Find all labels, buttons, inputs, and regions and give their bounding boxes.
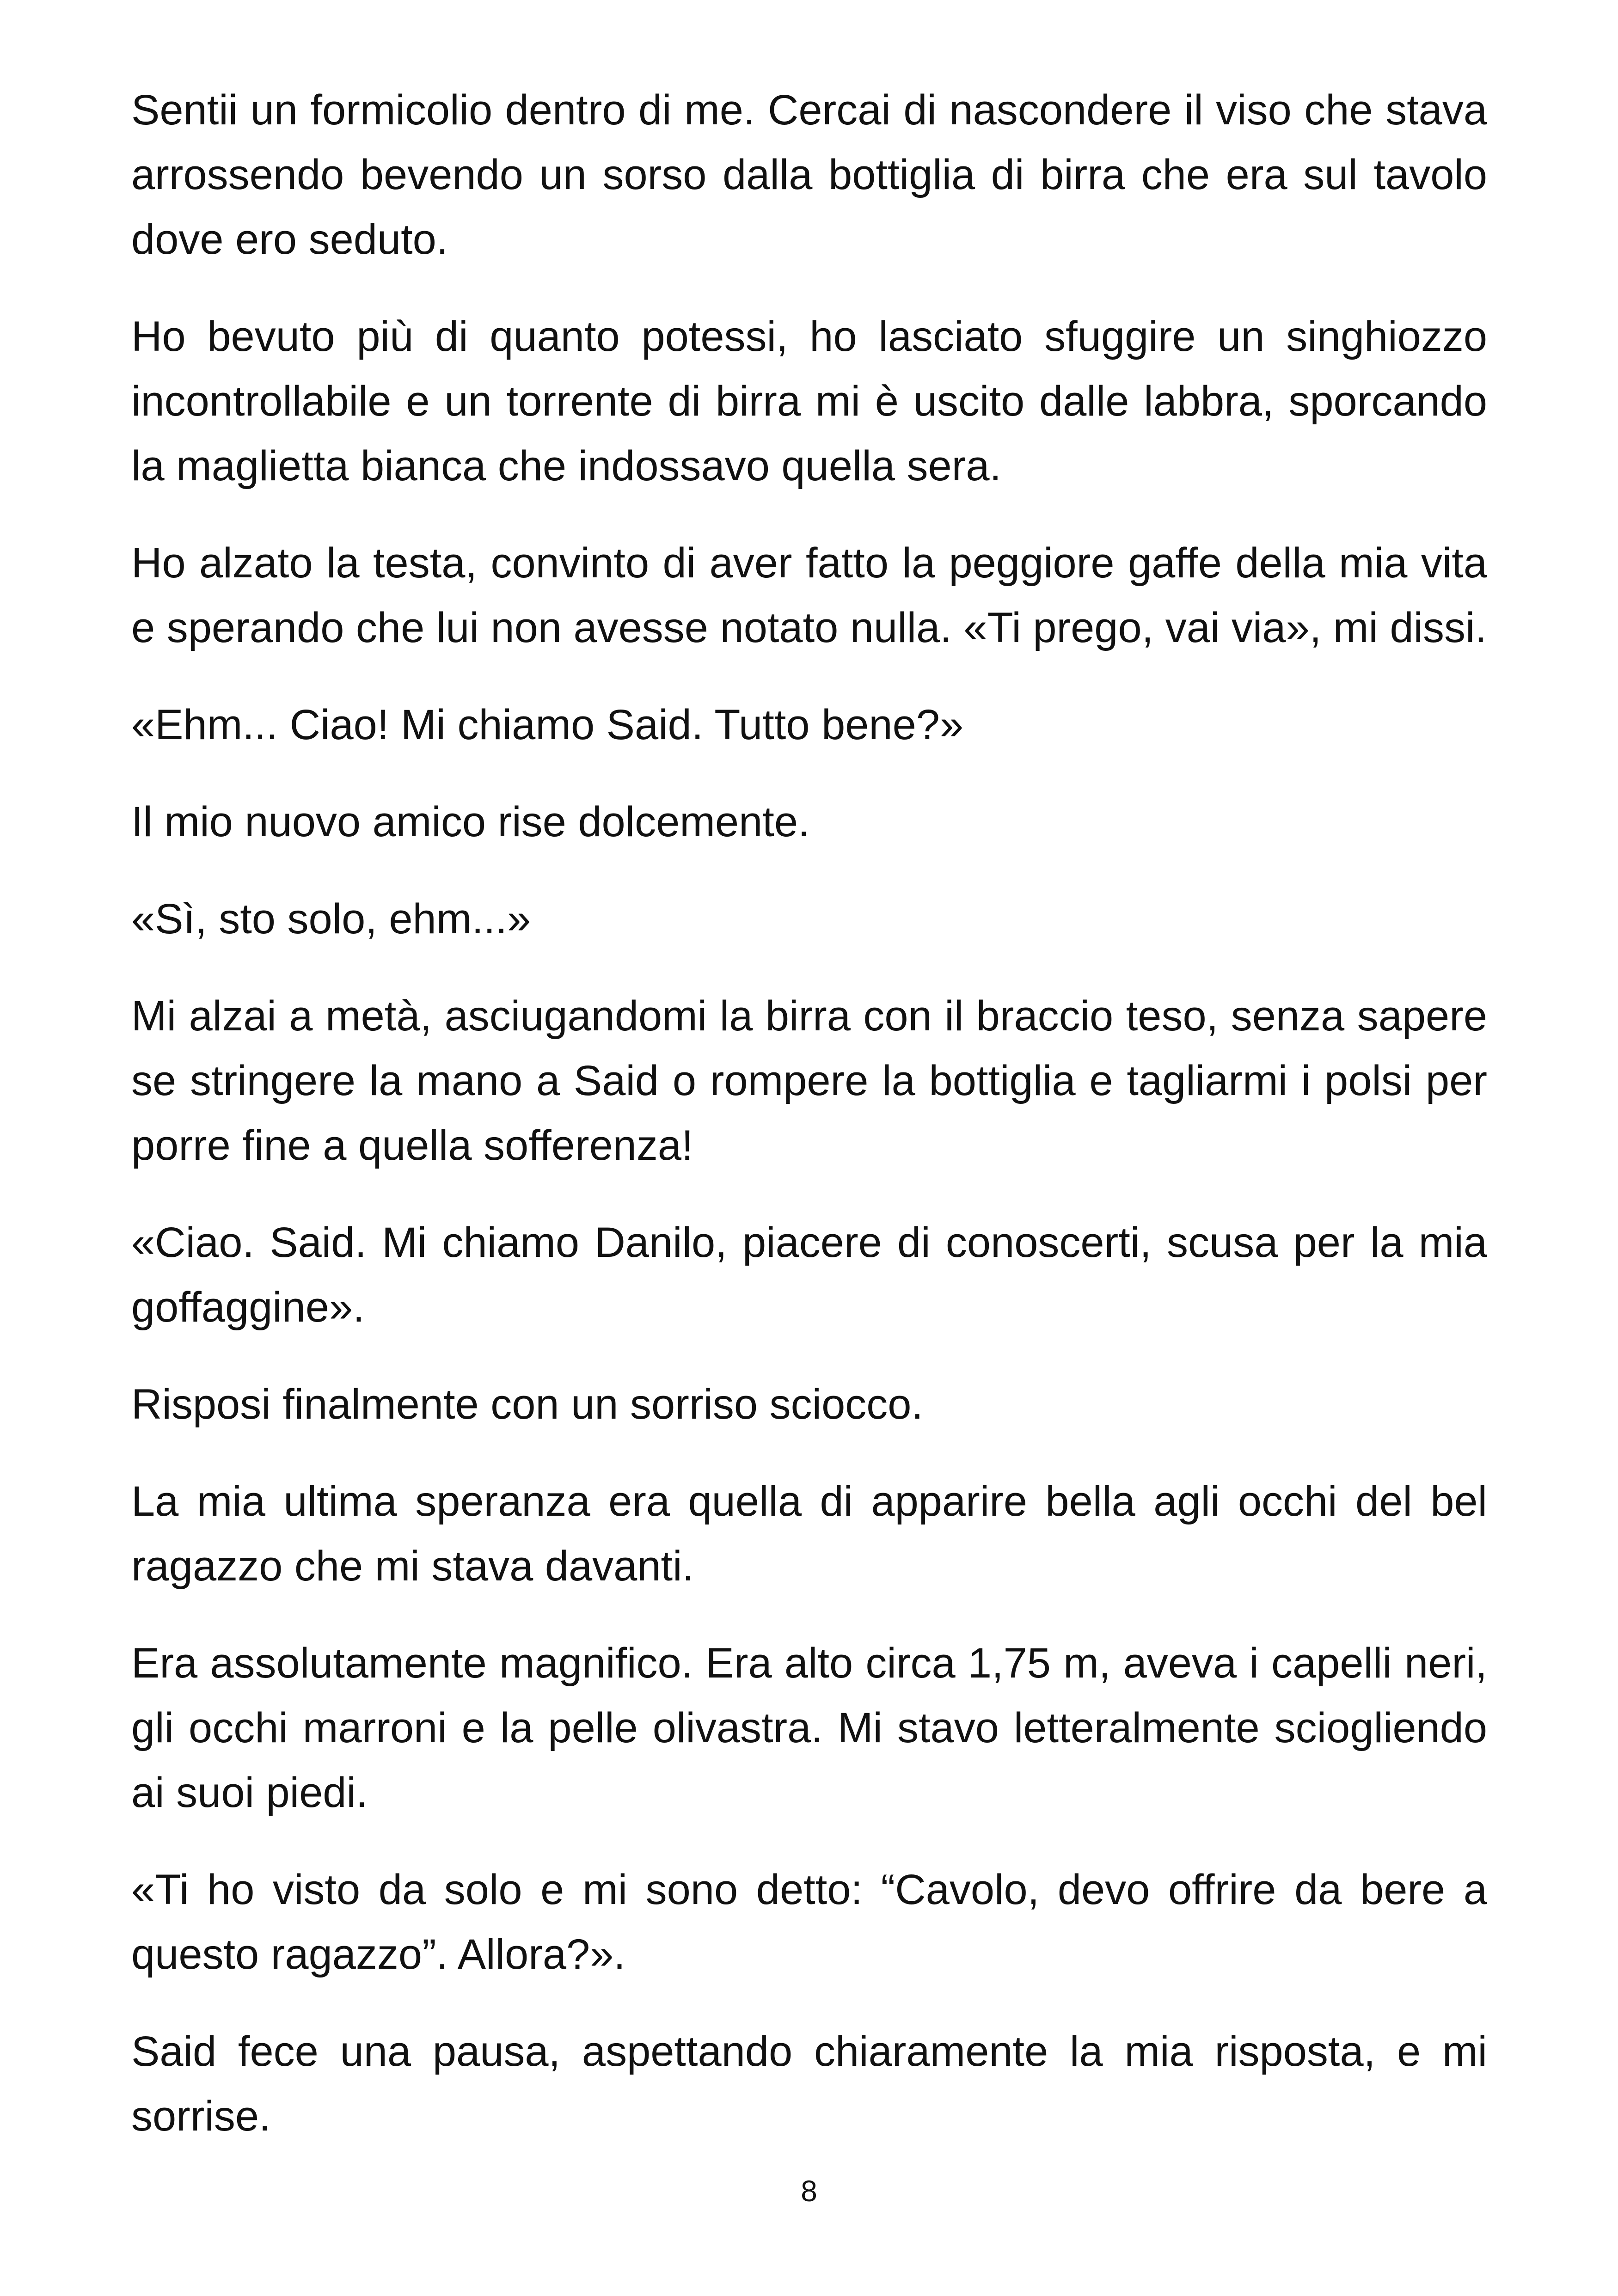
paragraph: Mi alzai a metà, asciugandomi la birra con il braccio teso, senza sapere se stringere la mano a Said o rompere la bottiglia e tagliarmi i polsi per porre fine a quella sofferenza! — [131, 992, 1487, 1169]
paragraph: La mia ultima speranza era quella di apparire bella agli occhi del bel ragazzo che mi stava davanti. — [131, 1478, 1487, 1590]
page-number: 8 — [801, 2174, 817, 2208]
paragraph: Ho bevuto più di quanto potessi, ho lasciato sfuggire un singhiozzo incontrollabile e un torrente di birra mi è uscito dalle labbra, sporcando la maglietta bianca che indossavo quella sera. — [131, 313, 1487, 490]
paragraph: Il mio nuovo amico rise dolcemente. — [131, 798, 810, 845]
paragraph: Said fece una pausa, aspettando chiaramente la mia risposta, e mi sorrise. — [131, 2028, 1487, 2140]
paragraph: Era assolutamente magnifico. Era alto circa 1,75 m, aveva i capelli neri, gli occhi marroni e la pelle olivastra. Mi stavo letteralmente sciogliendo ai suoi piedi. — [131, 1640, 1487, 1816]
paragraph: «Ti ho visto da solo e mi sono detto: “Cavolo, devo offrire da bere a questo ragazzo”. Allora?». — [131, 1866, 1487, 1978]
text-body — [131, 78, 1487, 2181]
paragraph: «Ciao. Said. Mi chiamo Danilo, piacere di conoscerti, scusa per la mia goffaggine». — [131, 1219, 1487, 1331]
paragraph: Ho alzato la testa, convinto di aver fatto la peggiore gaffe della mia vita e sperando che lui non avesse notato nulla. «Ti prego, vai via», mi dissi. — [131, 539, 1487, 651]
paragraph: «Ehm... Ciao! Mi chiamo Said. Tutto bene?» — [131, 701, 964, 748]
paragraph: Sentii un formicolio dentro di me. Cercai di nascondere il viso che stava arrossendo bevendo un sorso dalla bottiglia di birra che era sul tavolo dove ero seduto. — [131, 86, 1487, 263]
paragraph: «Sì, sto solo, ehm...» — [131, 895, 531, 943]
paragraph: Risposi finalmente con un sorriso sciocco. — [131, 1381, 923, 1428]
